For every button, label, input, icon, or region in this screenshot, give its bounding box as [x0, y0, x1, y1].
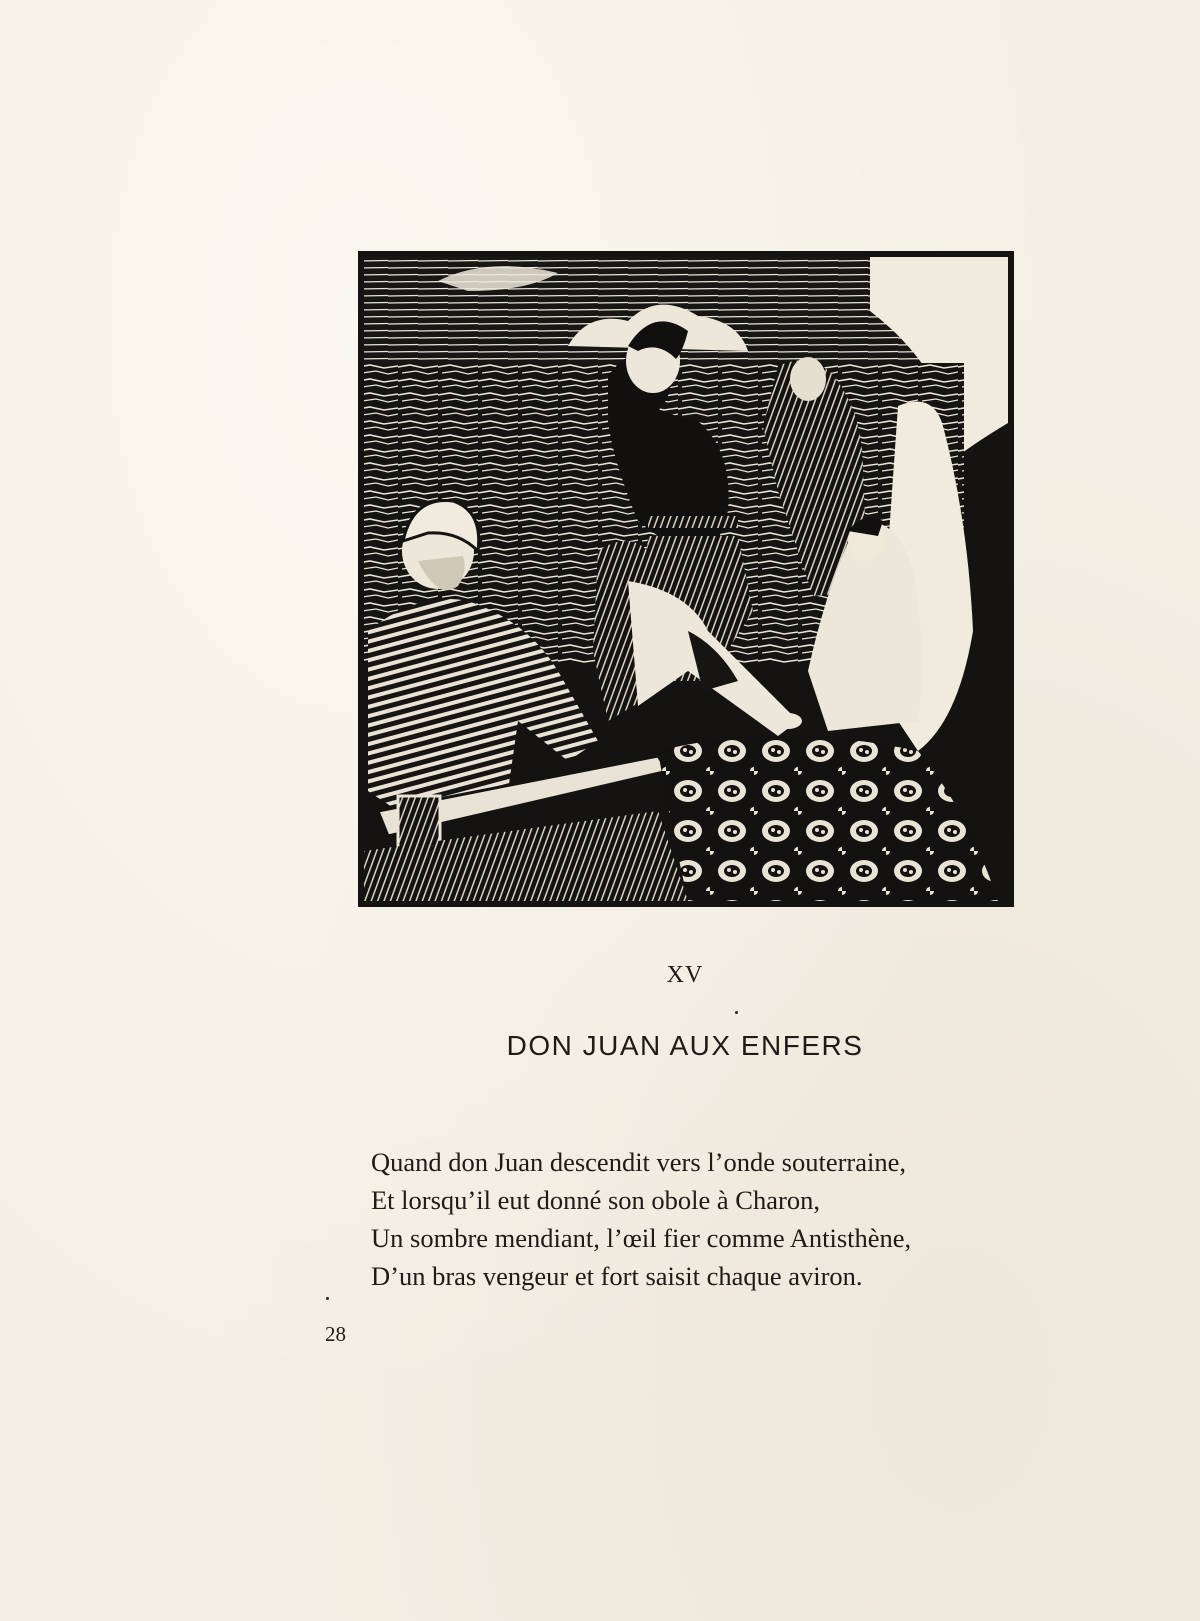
ink-speck: [735, 1011, 738, 1014]
chapter-title: DON JUAN AUX ENFERS: [506, 1030, 864, 1061]
verse-line: D’un bras vengeur et fort saisit chaque aviron.: [371, 1261, 863, 1291]
verse-line: Et lorsqu’il eut donné son obole à Charon,: [371, 1185, 820, 1215]
chapter-number: XV: [666, 962, 704, 988]
verse-line: Quand don Juan descendit vers l’onde souterraine,: [371, 1147, 906, 1177]
ink-speck: [326, 1297, 329, 1300]
verse-line: Un sombre mendiant, l’œil fier comme Antisthène,: [371, 1223, 912, 1253]
poem-stanza: [371, 1143, 1091, 1295]
woodcut-illustration: [358, 251, 1014, 907]
page-number: 28: [325, 1322, 346, 1346]
